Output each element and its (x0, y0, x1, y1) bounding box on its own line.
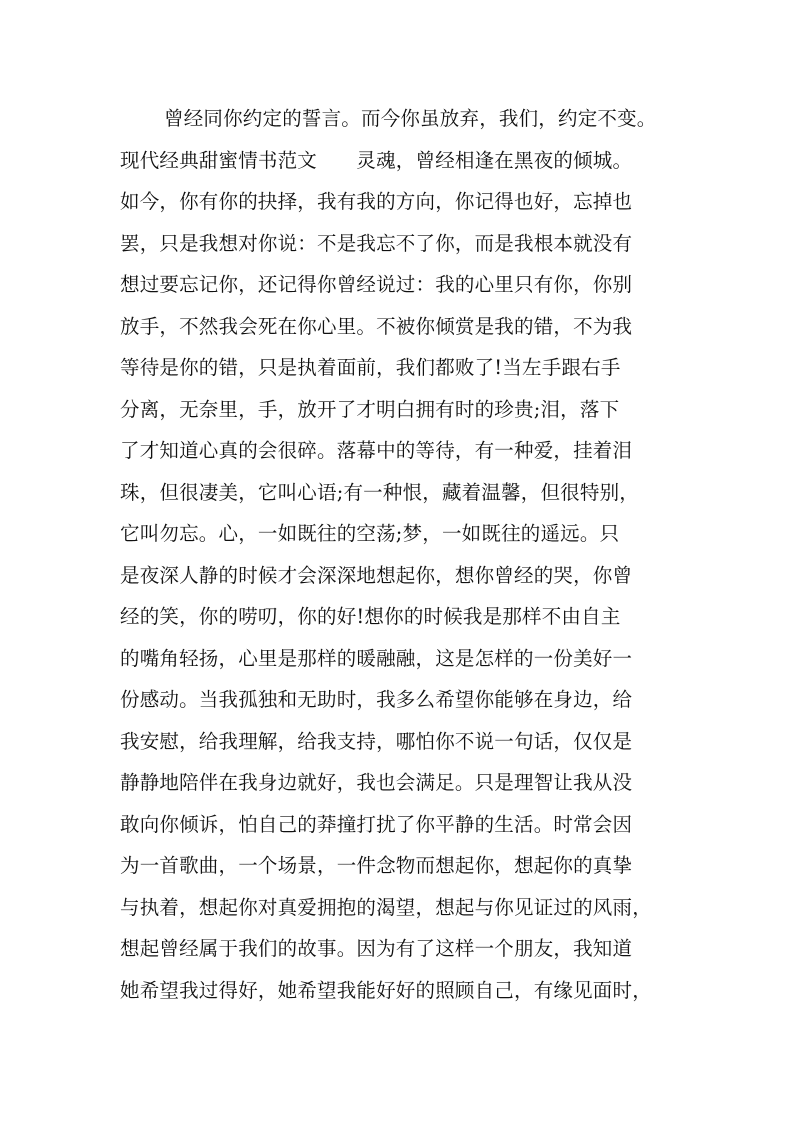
text-line-5: 想过要忘记你，还记得你曾经说过：我的心里只有你，你别 (120, 273, 633, 296)
text-line-14: 的嘴角轻扬，心里是那样的暖融融，这是怎样的一份美好一 (120, 646, 633, 670)
text-line-9: 了才知道心真的会很碎。落幕中的等待，有一种爱，挂着泪 (120, 439, 633, 462)
text-line-3: 如今，你有你的抉择，我有我的方向，你记得也好，忘掉也 (120, 190, 633, 213)
text-line-11: 它叫勿忘。心，一如既往的空荡;梦，一如既往的遥远。只 (120, 522, 620, 545)
body-text (120, 98, 680, 1011)
text-line-20: 与执着，想起你对真爱拥抱的渴望，想起与你见证过的风雨， (120, 895, 652, 919)
text-line-13: 经的笑，你的唠叨，你的好!想你的时候我是那样不由自主 (120, 605, 621, 628)
text-line-10: 珠，但很凄美，它叫心语;有一种恨，藏着温馨，但很特别， (120, 480, 639, 504)
text-line-6: 放手，不然我会死在你心里。不被你倾赏是我的错，不为我 (120, 314, 633, 338)
text-line-21: 想起曾经属于我们的故事。因为有了这样一个朋友，我知道 (120, 937, 633, 960)
text-line-7: 等待是你的错，只是执着面前，我们都败了!当左手跟右手 (120, 356, 621, 379)
text-line-19: 为一首歌曲，一个场景，一件念物而想起你，想起你的真挚 (120, 854, 633, 877)
text-line-16: 我安慰，给我理解，给我支持，哪怕你不说一句话，仅仅是 (120, 729, 633, 753)
text-line-17: 静静地陪伴在我身边就好，我也会满足。只是理智让我从没 (120, 771, 633, 794)
text-line-15: 份感动。当我孤独和无助时，我多么希望你能够在身边，给 (120, 688, 633, 711)
text-line-4: 罢，只是我想对你说：不是我忘不了你，而是我根本就没有 (120, 231, 633, 255)
text-line-12: 是夜深人静的时候才会深深地想起你，想你曾经的哭，你曾 (120, 563, 633, 587)
text-line-18: 敢向你倾诉，怕自己的莽撞打扰了你平静的生活。时常会因 (120, 812, 633, 836)
text-line-8: 分离，无奈里，手，放开了才明白拥有时的珍贵;泪，落下 (120, 397, 620, 421)
text-line-1: 曾经同你约定的誓言。而今你虽放弃，我们，约定不变。 (164, 107, 657, 130)
text-line-2: 现代经典甜蜜情书范文 灵魂，曾经相逢在黑夜的倾城。 (120, 148, 633, 172)
text-line-22: 她希望我过得好，她希望我能好好的照顾自己，有缘见面时， (120, 978, 652, 1002)
